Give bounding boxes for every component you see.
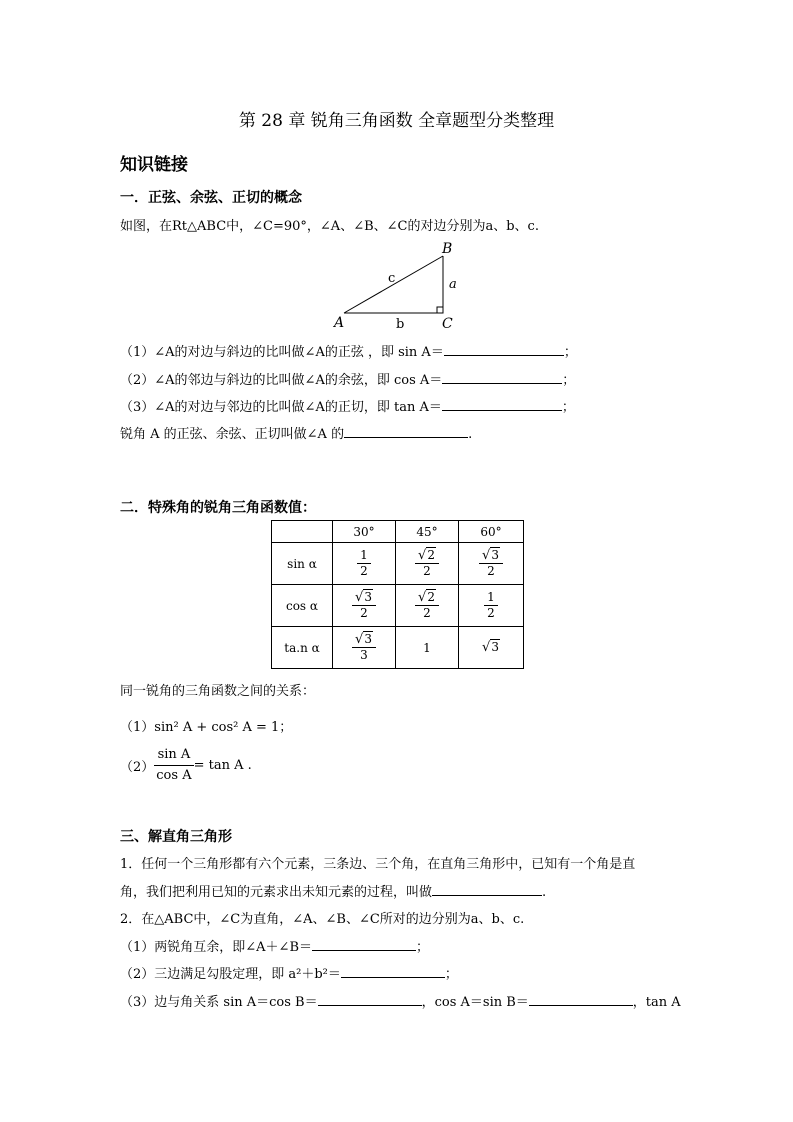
section3-para2: 2．在△ABC中，∠C为直角，∠A、∠B、∠C所对的边分别为a、b、c. <box>120 912 525 927</box>
section1-heading: 一．正弦、余弦、正切的概念 <box>120 190 302 206</box>
table-header-row <box>272 521 524 543</box>
table-cell: $\frac{√3}{3}$ <box>333 627 396 669</box>
section1-intro: 如图，在Rt△ABC中，∠C=90°，∠A、∠B、∠C的对边分别为a、b、c. <box>120 219 539 234</box>
row-label: ta.n α <box>272 627 333 669</box>
relation-identity-2: （2） $\frac{\text{sin A}}{\text{cos A}}$ = tan A . <box>120 747 252 783</box>
table-cell: $\frac{1}{2}$ <box>459 585 524 627</box>
section2-heading: 二．特殊角的锐角三角函数值： <box>120 500 316 516</box>
definition-summary: 锐角 A 的正弦、余弦、正切叫做∠A 的 . <box>120 427 473 442</box>
section3-q1: （1）两锐角互余，即∠A＋∠B＝ ； <box>120 940 430 955</box>
vertex-label-a: A <box>334 315 345 331</box>
section3-para1-line1: 1．任何一个三角形都有六个元素，三条边、三个角，在直角三角形中，已知有一个角是直 <box>120 857 636 872</box>
table-cell: $\frac{√3}{2}$ <box>333 585 396 627</box>
table-header: 60° <box>459 521 524 543</box>
answer-blank[interactable] <box>444 343 564 356</box>
answer-blank[interactable] <box>344 425 468 438</box>
relation-intro: 同一锐角的三角函数之间的关系： <box>120 684 316 699</box>
table-cell: √3 <box>459 627 524 669</box>
answer-blank[interactable] <box>432 883 542 896</box>
side-label-b: b <box>396 317 405 332</box>
row-label: sin α <box>272 543 333 585</box>
definition-sine: （1）∠A的对边与斜边的比叫做∠A的正弦 ，即 sin A＝ ； <box>120 345 577 360</box>
answer-blank[interactable] <box>442 371 562 384</box>
section3-q2: （2）三边满足勾股定理，即 a²＋b²＝ ； <box>120 967 458 982</box>
section3-para1-line2: 角，我们把利用已知的元素求出未知元素的过程，叫做 . <box>120 885 547 900</box>
section-heading: 知识链接 <box>120 155 188 175</box>
relation-identity-1: （1）sin² A + cos² A = 1； <box>120 720 293 735</box>
section3-heading: 三、解直角三角形 <box>120 829 232 845</box>
answer-blank[interactable] <box>341 965 445 978</box>
right-angle-mark <box>437 307 443 313</box>
page-title: 第 28 章 锐角三角函数 全章题型分类整理 <box>238 111 555 131</box>
table-cell: $\frac{√3}{2}$ <box>459 543 524 585</box>
answer-blank[interactable] <box>442 398 562 411</box>
right-triangle-figure <box>330 238 470 334</box>
table-cell: $\frac{√2}{2}$ <box>396 585 459 627</box>
special-angle-table <box>271 520 524 669</box>
vertex-label-c: C <box>442 316 453 332</box>
vertex-label-b: B <box>442 241 453 257</box>
table-row <box>272 585 524 627</box>
side-label-a: a <box>449 277 457 292</box>
section3-q3: （3）边与角关系 sin A＝cos B＝ ，cos A＝sin B＝ ，tan A <box>120 995 681 1010</box>
table-row <box>272 543 524 585</box>
definition-cosine: （2）∠A的邻边与斜边的比叫做∠A的余弦，即 cos A＝ ； <box>120 373 576 388</box>
table-row <box>272 627 524 669</box>
side-label-c: c <box>388 271 396 286</box>
table-cell: $\frac{√2}{2}$ <box>396 543 459 585</box>
table-header: 45° <box>396 521 459 543</box>
table-cell: 1 <box>396 627 459 669</box>
answer-blank[interactable] <box>529 993 633 1006</box>
table-header: 30° <box>333 521 396 543</box>
definition-tangent: （3）∠A的对边与邻边的比叫做∠A的正切，即 tan A＝ ； <box>120 400 575 415</box>
answer-blank[interactable] <box>318 993 422 1006</box>
table-cell: $\frac{1}{2}$ <box>333 543 396 585</box>
row-label: cos α <box>272 585 333 627</box>
table-cell <box>272 521 333 543</box>
answer-blank[interactable] <box>312 938 416 951</box>
